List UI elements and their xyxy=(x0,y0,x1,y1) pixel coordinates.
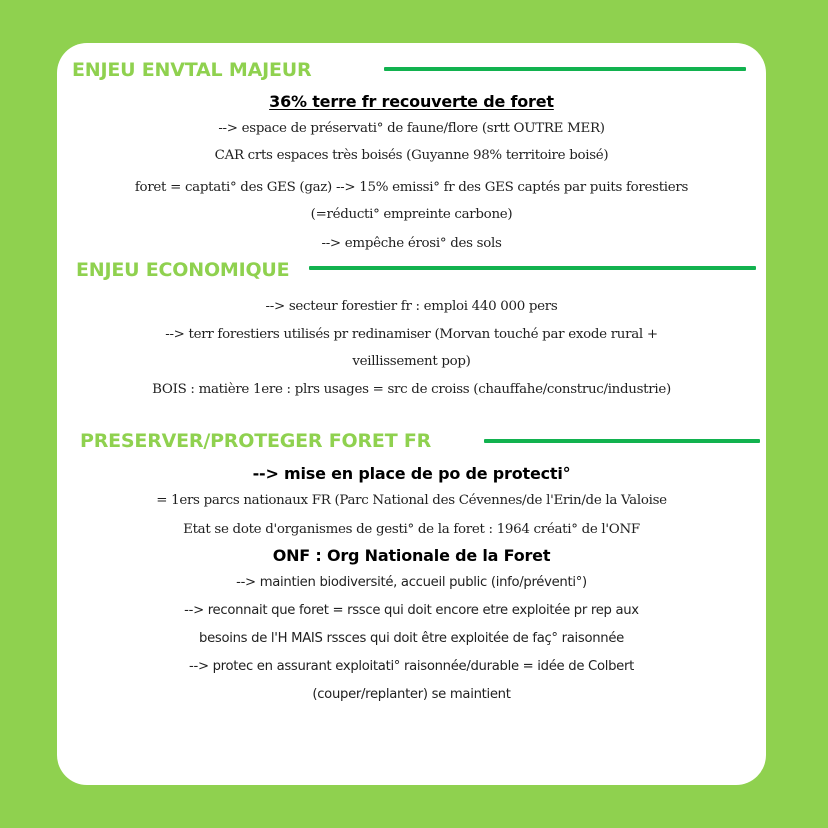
text-line: --> secteur forestier fr : emploi 440 000 pers xyxy=(265,299,558,314)
text-line: foret = captati° des GES (gaz) --> 15% emissi° fr des GES captés par puits forestiers xyxy=(134,180,689,195)
text-line: veillissement pop) xyxy=(352,354,471,369)
key-fact-forest-coverage: 36% terre fr recouverte de foret xyxy=(269,92,554,111)
text-line: = 1ers parcs nationaux FR (Parc National des Cévennes/de l'Erin/de la Valoise xyxy=(156,493,667,508)
text-line: BOIS : matière 1ere : plrs usages = src de croiss (chauffahe/construc/industrie) xyxy=(152,382,671,397)
text-line: --> espace de préservati° de faune/flore (srtt OUTRE MER) xyxy=(218,121,605,136)
subheading-onf: ONF : Org Nationale de la Foret xyxy=(272,546,551,565)
section-heading-protection: PRESERVER/PROTEGER FORET FR xyxy=(80,430,432,452)
text-line: (=réducti° empreinte carbone) xyxy=(310,207,513,222)
section-heading-environment: ENJEU ENVTAL MAJEUR xyxy=(72,59,312,81)
text-line: CAR crts espaces très boisés (Guyanne 98% territoire boisé) xyxy=(214,148,609,163)
text-line: --> empêche érosi° des sols xyxy=(321,236,502,251)
text-line: --> terr forestiers utilisés pr redinamiser (Morvan touché par exode rural + xyxy=(165,327,658,342)
text-line: --> maintien biodiversité, accueil public (info/préventi°) xyxy=(236,575,587,590)
text-line: --> protec en assurant exploitati° raisonnée/durable = idée de Colbert xyxy=(189,659,634,674)
text-line: --> reconnait que foret = rssce qui doit encore etre exploitée pr rep aux xyxy=(184,603,639,618)
subheading-protection-policy: --> mise en place de po de protecti° xyxy=(252,464,571,483)
heading-divider xyxy=(484,439,760,443)
heading-divider xyxy=(384,67,746,71)
text-line: besoins de l'H MAIS rssces qui doit être exploitée de faç° raisonnée xyxy=(199,631,624,646)
text-line: Etat se dote d'organismes de gesti° de la foret : 1964 créati° de l'ONF xyxy=(183,522,640,537)
heading-divider xyxy=(309,266,756,270)
section-heading-economy: ENJEU ECONOMIQUE xyxy=(76,259,290,281)
text-line: (couper/replanter) se maintient xyxy=(312,687,511,702)
